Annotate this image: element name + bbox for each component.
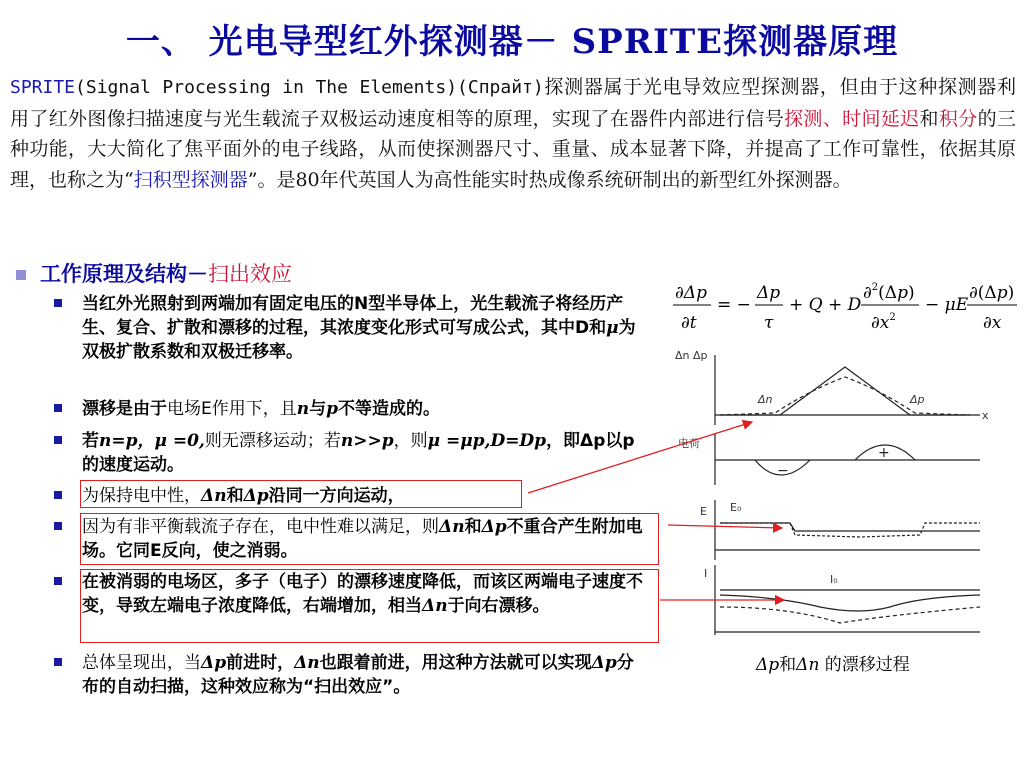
bullet-3-text-b: 则无漂移运动；若 (204, 431, 341, 451)
bullet-3-text-c: ，则 (393, 431, 428, 451)
bullet-4-dp: Δp (243, 486, 269, 506)
bullet-2-p: p (326, 399, 339, 419)
label-dp: Δp (910, 393, 925, 406)
axis-label-e: E (700, 505, 707, 518)
bullet-1-text-a: 当红外光照射到两端加有固定电压的N型半导体上，光生 (82, 294, 505, 314)
bullet-1-text-c: 变化形式可写成公式，其中D和 (371, 318, 607, 338)
bullet-4-text-b: 和 (226, 486, 244, 506)
arrow-to-charge (528, 422, 752, 493)
sprite-term: SPRITE (10, 77, 76, 98)
svg-text:= −: = − (717, 295, 751, 315)
sprite-russian: (Спрайт) (457, 77, 544, 98)
bullet-4-text-a: 为保持电中性， (82, 486, 201, 506)
bullet-2-text-a: 漂移是由于 (82, 399, 167, 419)
svg-text:τ: τ (764, 313, 774, 333)
bullet-1-mu: μ (606, 318, 619, 338)
bullet-7-dp2: Δp (591, 653, 617, 673)
intro-text-3: ”。是80年代英国人为高性能实时热成像系统研制出的新型红外探测器。 (247, 168, 852, 191)
svg-text:∂x2: $\partial x^2$ (871, 312, 896, 333)
bullet-6-dn: Δn (422, 596, 448, 616)
bullet-7-dp: Δp (201, 653, 227, 673)
label-e0: E₀ (730, 501, 742, 514)
bullet-7-dn: Δn (294, 653, 320, 673)
svg-text:∂x: ∂x (983, 313, 1002, 333)
caption-dn: Δn (796, 655, 820, 675)
bullet-7-text-c: 也跟着前进，用这种方法就可以实现 (319, 653, 592, 673)
axis-label-charge: 电荷 (678, 437, 700, 450)
bullet-6-text-a: 在被消弱的电场区，多子（电子）的漂移速度降低，而该区两端电子速度不变，导致左端电子浓度降低，右端增加，相当 (82, 572, 643, 616)
intro-and: 和 (919, 107, 939, 130)
caption-rest: 的漂移过程 (819, 655, 910, 675)
caption-and: 和 (779, 655, 797, 675)
axis-label-x: x (982, 409, 989, 422)
bullet-5-dp: Δp (481, 517, 507, 537)
bullet-4-text-c: 沿同一方向运动， (268, 486, 405, 506)
bullet-7-text-b: 前进时， (226, 653, 295, 673)
svg-text:Δp: Δp (757, 283, 781, 303)
bullet-1-text-d: 为双极扩散系数和双极迁移率。 (82, 318, 636, 362)
bullet-2-text-b: 电场E作用下，且 (167, 399, 297, 419)
section-sub: 扫出效应 (208, 262, 292, 286)
bullet-3-cond-2: n>>p (340, 431, 394, 451)
bullet-5-text-c: 不重合产生附加电场。它同E反向，使之消弱。 (82, 517, 643, 561)
bullet-4-dn: Δn (201, 486, 227, 506)
label-i0: I₀ (830, 573, 838, 586)
bullet-2-text-d: 不等造成的。 (338, 399, 441, 419)
svg-text:∂(Δp): ∂(Δp) (969, 283, 1015, 303)
svg-text:− μE: − μE (925, 295, 969, 315)
svg-text:∂t: ∂t (681, 313, 697, 333)
keyword-scan-integrate: 扫积型探测器 (133, 168, 248, 191)
svg-text:∂Δp: ∂Δp (675, 283, 707, 303)
label-dn: Δn (758, 393, 773, 406)
intro-text-1: 探测器属于光电导效应型探测器，但由于这种探测器利用了红外图像扫描速度与光生载流子双极运动速度相等的原理，实现了在器件内部进行信号 (10, 76, 1016, 130)
axis-label-dn-dp: Δn Δp (675, 349, 708, 362)
sprite-expansion: (Signal Processing in The Elements) (75, 77, 458, 98)
bullet-3-text-d: ，即Δp以p的速度运动。 (82, 431, 635, 475)
slide-title: 一、 光电导型红外探测器－ SPRITE探测器原理 (125, 22, 899, 62)
section-label: 工作原理及结构－ (40, 262, 208, 286)
bullet-5-text-b: 和 (464, 517, 482, 537)
minus-sign: − (777, 463, 789, 479)
bullet-6-text-b: 于向右漂移。 (447, 596, 550, 616)
intro-text-2: 的三种功能，大大简化了焦平面外的电子线路，从而使探测器尺寸、重量、成本显著下降，并提高了工作可靠性，依据其原理，也称之为“ (10, 107, 1016, 191)
bullet-5-dn: Δn (439, 517, 465, 537)
axis-label-i: I (704, 567, 708, 580)
bullet-2-text-c: 与 (309, 399, 327, 419)
plus-sign: + (878, 445, 890, 461)
figure-caption (756, 650, 910, 675)
bullet-5-text-a: 因为有非平衡载流子存在，电中性难以满足，则 (82, 517, 439, 537)
svg-text:∂2(Δp): ∂$^2$(Δp) (863, 282, 915, 303)
caption-dp: Δp (756, 655, 780, 675)
arrow-to-field (668, 525, 782, 528)
bullet-3-text-a: 若 (82, 431, 99, 451)
keyword-detect-delay: 探测、时间延迟 (784, 107, 920, 130)
bullet-2-n: n (296, 399, 310, 419)
bullet-7-text-a: 总体呈现出，当 (82, 653, 201, 673)
bullet-3-cond-1: n=p，μ =0, (99, 431, 205, 451)
keyword-integrate: 积分 (938, 107, 978, 130)
bullet-1-text-b: 载流子将经历产生、复合、扩散和漂移的过程，其浓度 (82, 294, 624, 338)
bullet-7-text-d: 分布的自动扫描，这种效应称为“扫出效应”。 (82, 653, 634, 697)
bullet-3-cond-3: μ =μp,D=Dp (427, 431, 547, 451)
svg-text:+ Q + D: + Q + D (789, 295, 862, 315)
